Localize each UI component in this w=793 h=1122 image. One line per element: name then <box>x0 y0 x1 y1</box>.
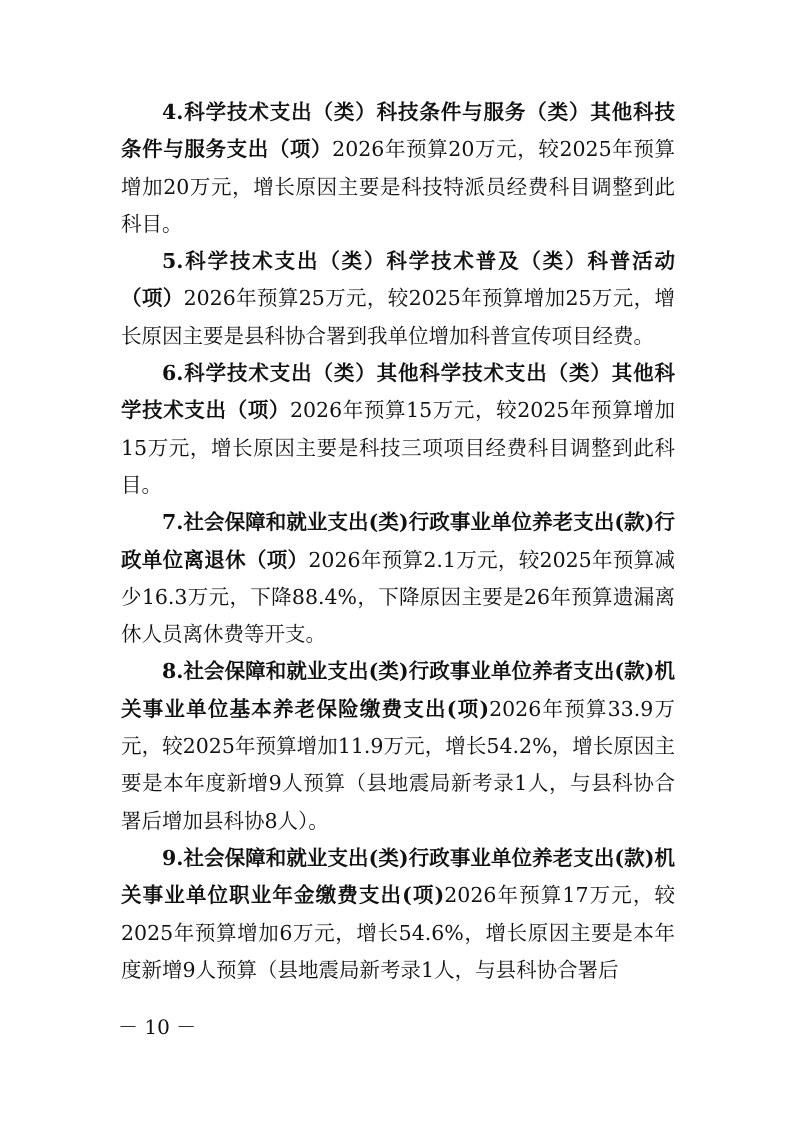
paragraph-item-8 <box>121 653 675 839</box>
page-number: － 10 － <box>118 1015 197 1039</box>
paragraph-item-5 <box>121 243 675 355</box>
paragraph-text: 2026年预算15万元，较2025年预算增加15万元，增长原因主要是科技三项项目经费科目调整到此科目。 <box>121 398 675 497</box>
paragraph-heading: 4.科学技术支出（类）科技条件与服务（类）其他科技条件与服务支出（项） <box>121 100 675 162</box>
paragraph-text: 2026年预算25万元，较2025年预算增加25万元，增长原因主要是县科协合署到我单位增加科普宣传项目经费。 <box>121 286 676 348</box>
paragraph-item-4 <box>121 94 675 243</box>
paragraph-item-7 <box>121 504 675 653</box>
paragraph-text: 2026年预算33.9万元，较2025年预算增加11.9万元，增长54.2%，增长原因主要是本年度新增9人预算（县地震局新考录1人，与县科协合署后增加县科协8人）。 <box>121 696 675 833</box>
paragraph-text: 2026年预算17万元，较2025年预算增加6万元，增长54.6%，增长原因主要是本年度新增9人预算（县地震局新考录1人，与县科协合署后 <box>121 883 675 982</box>
paragraph-text: 2026年预算2.1万元，较2025年预算减少16.3万元，下降88.4%，下降原因主要是26年预算遗漏离休人员离休费等开支。 <box>121 547 675 647</box>
paragraph-heading: 9.社会保障和就业支出(类)行政事业单位养老支出(款)机关事业单位职业年金缴费支出(项) <box>121 845 675 908</box>
paragraph-heading: 8.社会保障和就业支出(类)行政事业单位养者支出(款)机关事业单位基本养老保险缴费支出(项) <box>121 659 675 721</box>
paragraph-text: 2026年预算20万元，较2025年预算增加20万元，增长原因主要是科技特派员经费科目调整到此科目。 <box>121 137 675 236</box>
body-text <box>121 94 675 989</box>
paragraph-heading: 7.社会保障和就业支出(类)行政事业单位养老支出(款)行政单位离退休（项） <box>121 510 675 572</box>
paragraph-item-6 <box>121 355 675 504</box>
paragraph-item-9 <box>121 840 675 989</box>
paragraph-heading: 6.科学技术支出（类）其他科学技术支出（类）其他科学技术支出（项） <box>121 361 675 423</box>
paragraph-heading: 5.科学技术支出（类）科学技术普及（类）科普活动（项） <box>121 249 675 311</box>
